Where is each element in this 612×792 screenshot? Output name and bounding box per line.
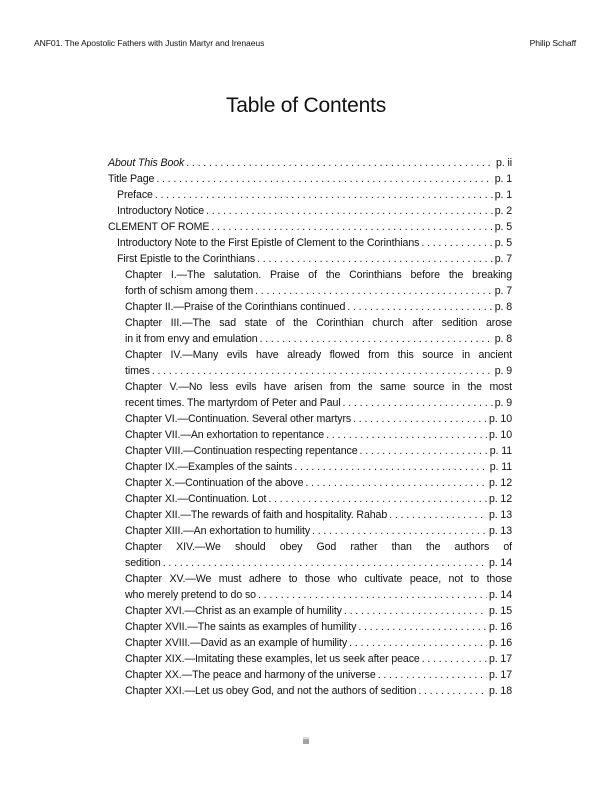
toc-entry-page: p. 7 [494,253,512,265]
page-number: iii [303,736,309,746]
toc-entry-text: Chapter XX.—The peace and harmony of the universe [125,669,376,681]
toc-entry-page: p. 8 [494,333,512,345]
toc-entry-introductory-note[interactable] [108,235,512,251]
toc-entry-text-line2: who merely pretend to do so [125,589,256,601]
dot-leader [257,251,493,267]
toc-entry-text-line2: forth of schism among them [125,285,254,297]
toc-entry-page: p. 1 [494,173,512,185]
dot-leader [358,619,487,635]
dot-leader [152,363,493,379]
dot-leader [258,587,487,603]
dot-leader [343,395,493,411]
toc-entry-text: First Epistle to the Corinthians [117,253,256,265]
toc-entry-page: p. 5 [494,221,512,233]
toc-entry-text: Chapter IX.—Examples of the saints [125,461,293,473]
toc-entry-text: Introductory Note to the First Epistle of Clement to the Corinthians [117,237,420,249]
dot-leader [186,155,494,171]
toc-entry-text: Chapter XI.—Continuation. Lot [125,493,267,505]
running-header-title: ANF01. The Apostolic Fathers with Justin Martyr and Irenaeus [34,38,265,48]
dot-leader [206,203,493,219]
toc-entry-page: p. ii [496,157,512,169]
toc-entry-page: p. 7 [494,285,512,297]
toc-entry-chapter-8[interactable] [108,443,512,459]
toc-entry-text-line2: sedition [125,557,161,569]
toc-entry-chapter-5[interactable] [108,379,512,411]
toc-entry-page: p. 9 [494,397,512,409]
toc-entry-title-page[interactable] [108,171,512,187]
toc-entry-text: Chapter XVIII.—David as an example of humility [125,637,348,649]
dot-leader [421,235,492,251]
toc-entry-chapter-12[interactable] [108,507,512,523]
toc-entry-text-line1: Chapter IV.—Many evils have already flowed from this source in ancient [125,349,512,361]
toc-entry-chapter-16[interactable] [108,603,512,619]
toc-entry-text: Chapter VIII.—Continuation respecting repentance [125,445,358,457]
toc-entry-text: Chapter XIII.—An exhortation to humility [125,525,311,537]
toc-entry-chapter-2[interactable] [108,299,512,315]
toc-entry-page: p. 16 [488,637,512,649]
toc-entry-chapter-15[interactable] [108,571,512,603]
toc-entry-introductory-notice[interactable] [108,203,512,219]
dot-leader [260,331,493,347]
toc-entry-chapter-18[interactable] [108,635,512,651]
table-of-contents [108,155,512,699]
toc-entry-preface[interactable] [108,187,512,203]
toc-entry-text-line1: Chapter III.—The sad state of the Corinthian church after sedition arose [125,317,512,329]
toc-entry-page: p. 15 [488,605,512,617]
toc-entry-page: p. 17 [488,669,512,681]
dot-leader [211,219,492,235]
toc-entry-chapter-10[interactable] [108,475,512,491]
toc-entry-page: p. 12 [488,477,512,489]
toc-entry-chapter-14[interactable] [108,539,512,571]
toc-entry-chapter-7[interactable] [108,427,512,443]
toc-entry-page: p. 16 [488,621,512,633]
toc-entry-text: Chapter XII.—The rewards of faith and hospitality. Rahab [125,509,388,521]
toc-entry-chapter-13[interactable] [108,523,512,539]
dot-leader [378,667,487,683]
toc-entry-page: p. 10 [488,429,512,441]
toc-entry-chapter-6[interactable] [108,411,512,427]
toc-entry-text: Chapter II.—Praise of the Corinthians continued [125,301,346,313]
dot-leader [156,171,492,187]
toc-entry-text: Chapter XVII.—The saints as examples of humility [125,621,357,633]
toc-entry-text-line1: Chapter I.—The salutation. Praise of the Corinthians before the breaking [125,269,512,281]
toc-entry-page: p. 18 [488,685,512,697]
toc-entry-text: Introductory Notice [117,205,205,217]
toc-entry-text: Title Page [108,173,155,185]
toc-entry-page: p. 12 [488,493,512,505]
toc-entry-clement-of-rome[interactable] [108,219,512,235]
toc-entry-text-line2: recent times. The martyrdom of Peter and Paul [125,397,341,409]
dot-leader [349,635,487,651]
toc-entry-page: p. 10 [488,413,512,425]
toc-entry-chapter-9[interactable] [108,459,512,475]
toc-entry-text-line1: Chapter V.—No less evils have arisen from the same source in the most [125,381,512,393]
dot-leader [312,523,487,539]
toc-entry-text: Preface [117,189,153,201]
toc-entry-text: Chapter X.—Continuation of the above [125,477,304,489]
page-title: Table of Contents [225,94,387,117]
toc-entry-page: p. 8 [494,301,512,313]
toc-entry-chapter-4[interactable] [108,347,512,379]
toc-entry-page: p. 14 [488,557,512,569]
toc-entry-chapter-17[interactable] [108,619,512,635]
toc-entry-chapter-11[interactable] [108,491,512,507]
dot-leader [155,187,493,203]
dot-leader [255,283,493,299]
toc-entry-chapter-1[interactable] [108,267,512,299]
dot-leader [347,299,492,315]
dot-leader [418,683,487,699]
toc-entry-page: p. 1 [494,189,512,201]
toc-entry-text-line1: Chapter XIV.—We should obey God rather than the authors of [125,541,512,553]
dot-leader [344,603,487,619]
toc-entry-text-line2: times [125,365,150,377]
toc-entry-text: Chapter XXI.—Let us obey God, and not the authors of sedition [125,685,417,697]
toc-entry-page: p. 17 [488,653,512,665]
toc-entry-text-line2: in it from envy and emulation [125,333,258,345]
toc-entry-page: p. 14 [488,589,512,601]
toc-entry-chapter-20[interactable] [108,667,512,683]
dot-leader [353,411,487,427]
toc-entry-text: CLEMENT OF ROME [108,221,210,233]
toc-entry-text: Chapter XIX.—Imitating these examples, let us seek after peace [125,653,420,665]
toc-entry-chapter-3[interactable] [108,315,512,347]
dot-leader [360,443,488,459]
toc-entry-text: Chapter XVI.—Christ as an example of humility [125,605,342,617]
toc-entry-page: p. 13 [488,525,512,537]
toc-entry-text: Chapter VII.—An exhortation to repentance [125,429,325,441]
dot-leader [268,491,487,507]
dot-leader [389,507,487,523]
toc-entry-text: About This Book [108,157,185,169]
dot-leader [294,459,487,475]
dot-leader [422,651,487,667]
dot-leader [163,555,487,571]
toc-entry-chapter-19[interactable] [108,651,512,667]
running-header-author: Philip Schaff [529,38,576,48]
toc-entry-page: p. 9 [494,365,512,377]
toc-entry-page: p. 2 [494,205,512,217]
dot-leader [305,475,487,491]
toc-entry-about[interactable] [108,155,512,171]
toc-entry-page: p. 11 [489,461,512,473]
toc-entry-page: p. 11 [489,445,512,457]
toc-entry-page: p. 5 [494,237,512,249]
toc-entry-chapter-21[interactable] [108,683,512,699]
toc-entry-text: Chapter VI.—Continuation. Several other martyrs [125,413,352,425]
toc-entry-page: p. 13 [488,509,512,521]
toc-entry-text-line1: Chapter XV.—We must adhere to those who cultivate peace, not to those [125,573,512,585]
toc-entry-first-epistle[interactable] [108,251,512,267]
dot-leader [326,427,487,443]
